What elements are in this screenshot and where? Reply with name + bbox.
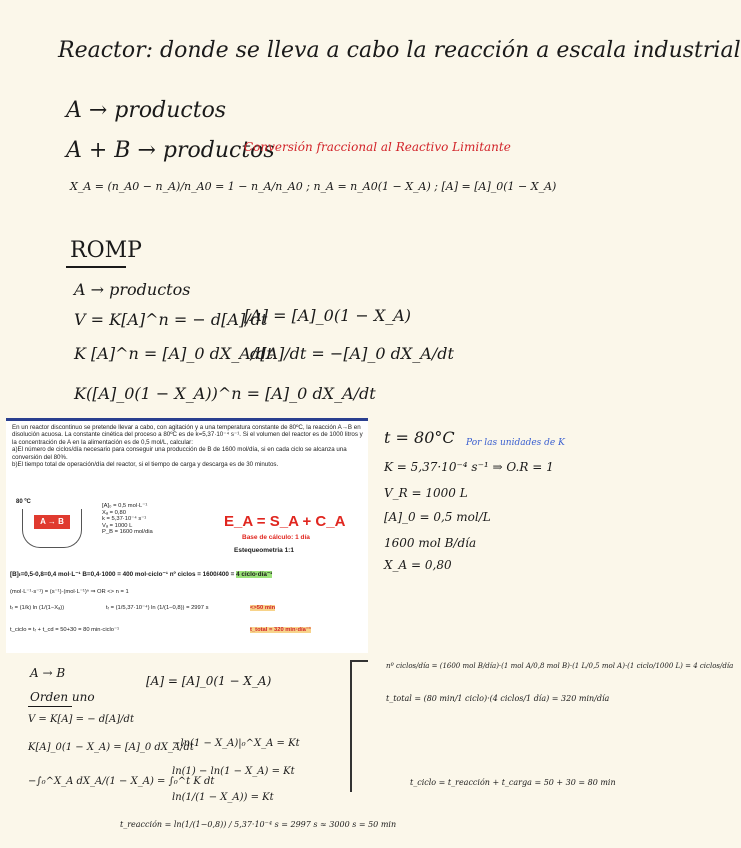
cycles-per-day: nº ciclos/día = (1600 mol B/día)·(1 mol A/0,8 mol B)·(1 L/0,5 mol A)·(1 ciclo/1000 L) = 4 ciclos/día: [386, 662, 734, 670]
romp-line-4: K [A]^n = [A]_0 dX_A/dt: [74, 344, 273, 363]
stoichiometry: Estequeometria 1:1: [234, 547, 294, 554]
time-result: <>50 min: [250, 605, 276, 611]
data-conversion: X_A = 0,80: [384, 558, 452, 572]
reaction-line-1: A → productos: [66, 98, 227, 123]
time-calc: tᵣ = (1/5,37·10⁻⁴) ln (1/(1−0,8)) = 2997 s: [106, 605, 209, 611]
problem-paragraph-1: En un reactor discontinuo se pretende llevar a cabo, con agitación y a una temperatura constante de 80ºC, la reacción A→B en disolución acuosa. La constante cinética del proceso a 80ºC es de k=5,37·10⁻⁴ s⁻¹. Si el volumen del reactor es de 1000 litros y la concentración de A en la alimentación es de 0,5 mol/L, calcular:: [12, 424, 363, 446]
units-line: (mol·L⁻¹·s⁻¹) = (s⁻¹)·(mol·L⁻¹)ⁿ ⇒ OR <> n = 1: [10, 589, 129, 595]
temperature-label: 80 ºC: [16, 499, 31, 505]
data-temperature: t = 80°C: [384, 428, 455, 447]
param-k: k = 5,37·10⁻⁴ s⁻¹: [102, 516, 147, 523]
data-a0: [A]_0 = 0,5 mol/L: [384, 510, 491, 524]
problem-paragraph-2: a)El número de ciclos/día necesario para conseguir una producción de B de 1600 mol/día, si en cada ciclo se alcanza una conversión del 80%.: [12, 446, 347, 461]
romp-heading: ROMP: [70, 238, 142, 263]
reaction-time: t_reacción = ln(1/(1−0,8)) / 5,37·10⁻⁴ s = 2997 s ≈ 3000 s = 50 min: [120, 820, 397, 829]
data-production: 1600 mol B/día: [384, 536, 477, 550]
param-xa: Xₐ = 0,80: [102, 509, 126, 516]
reaction-line-2: A + B → productos: [66, 138, 275, 163]
romp-underline: [66, 266, 126, 268]
romp-concentration: [A] = [A]_0(1 − X_A): [244, 306, 412, 325]
cycles-calc: [10, 571, 272, 578]
reaction-label: A → B: [34, 515, 70, 529]
romp-line-1: A → productos: [74, 280, 191, 299]
blue-note: Por las unidades de K: [466, 438, 565, 448]
lower-integrated: −ln(1 − X_A)|₀^X_A = Kt: [172, 738, 300, 749]
romp-derivative: d[A]/dt = −[A]_0 dX_A/dt: [250, 344, 454, 363]
reactor-diagram: [16, 499, 88, 555]
time-formula: tᵣ = (1/k) ln (1/(1−Xₐ)): [10, 605, 65, 611]
total-time: t_total = 320 min·día⁻¹: [250, 627, 311, 633]
cycles-result: 4 ciclo·día⁻¹: [236, 571, 273, 578]
lower-rate: V = K[A] = − d[A]/dt: [28, 714, 134, 725]
order-underline: [28, 706, 72, 707]
column-divider: [350, 660, 352, 792]
calc-basis: Base de cálculo: 1 día: [242, 534, 310, 541]
lower-ln-step: ln(1) − ln(1 − X_A) = Kt: [172, 766, 295, 777]
parameter-list: [102, 503, 153, 536]
lower-integral: −∫₀^X_A dX_A/(1 − X_A) = ∫₀^t K dt: [28, 776, 215, 787]
problem-statement-scan: [6, 418, 368, 653]
lower-concentration: [A] = [A]_0(1 − X_A): [146, 674, 272, 688]
data-k: K = 5,37·10⁻⁴ s⁻¹ ⇒ O.R = 1: [384, 460, 554, 474]
lower-balance: K[A]_0(1 − X_A) = [A]_0 dX_A/dt: [28, 742, 194, 753]
problem-paragraph-3: b)El tiempo total de operación/día del reactor, si el tiempo de carga y descarga es de 30 minutos.: [12, 461, 279, 469]
param-v: Vₐ = 1000 L: [102, 522, 133, 529]
param-pb: P_B = 1600 mol/dia: [102, 529, 153, 536]
red-note: Conversión fraccional al Reactivo Limitante: [244, 140, 511, 154]
cycle-time-calc: t_ciclo = t_reacción + t_carga = 50 + 30 = 80 min: [410, 778, 616, 787]
page-title: Reactor: donde se lleva a cabo la reacción a escala industrial: [58, 38, 741, 63]
cycles-calc-text: [B]ₜ=0,5-0,8=0,4 mol·L⁻¹ B=0,4·1000 = 400 mol·ciclo⁻¹ nº ciclos = 1600/400 =: [10, 571, 235, 578]
conversion-formula: X_A = (n_A0 − n_A)/n_A0 = 1 − n_A/n_A0 ; n_A = n_A0(1 − X_A) ; [A] = [A]_0(1 − X_A): [70, 180, 557, 193]
param-a0: [A]₀ = 0,5 mol·L⁻¹: [102, 503, 148, 509]
romp-rate-law: V = K[A]^n = − d[A]/dt: [74, 310, 268, 329]
balance-equation: E_A = S_A + C_A: [224, 513, 346, 530]
lower-ln-result: ln(1/(1 − X_A)) = Kt: [172, 792, 274, 803]
column-divider-top: [350, 660, 368, 662]
cycle-time: t_ciclo = tᵣ + t_cd = 50+30 = 80 min·ciclo⁻¹: [10, 627, 120, 633]
lower-order: Orden uno: [30, 690, 95, 704]
data-volume: V_R = 1000 L: [384, 486, 468, 500]
total-time-calc: t_total = (80 min/1 ciclo)·(4 ciclos/1 día) = 320 min/día: [386, 694, 610, 703]
romp-line-6: K([A]_0(1 − X_A))^n = [A]_0 dX_A/dt: [74, 384, 376, 403]
lower-reaction: A → B: [30, 666, 66, 680]
